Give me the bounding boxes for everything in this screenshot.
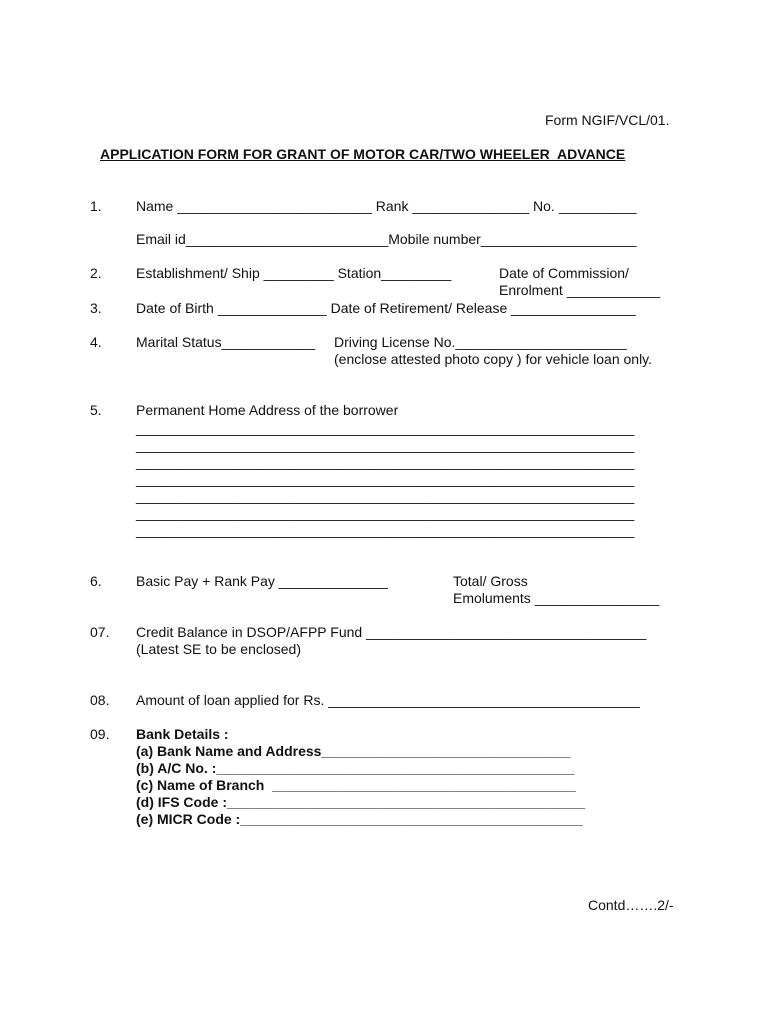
enrolment-field[interactable]: Enrolment ____________ bbox=[499, 282, 661, 298]
bank-details-heading: Bank Details : bbox=[136, 726, 229, 742]
item-9-number: 09. bbox=[90, 726, 110, 742]
establishment-station-field[interactable]: Establishment/ Ship _________ Station_________ bbox=[136, 265, 452, 281]
driving-license-field[interactable]: Driving License No.______________________ bbox=[334, 334, 627, 350]
item-2-number: 2. bbox=[90, 265, 102, 281]
branch-name-field[interactable]: (c) Name of Branch _______________________________________ bbox=[136, 777, 576, 793]
item-1-number: 1. bbox=[90, 198, 102, 214]
credit-balance-field[interactable]: Credit Balance in DSOP/AFPP Fund ____________________________________ bbox=[136, 624, 647, 640]
account-number-field[interactable]: (b) A/C No. :______________________________________________ bbox=[136, 760, 575, 776]
address-line-5[interactable]: ________________________________________________________________ bbox=[136, 488, 635, 504]
basic-pay-field[interactable]: Basic Pay + Rank Pay ______________ bbox=[136, 573, 388, 589]
item-6-number: 6. bbox=[90, 573, 102, 589]
date-of-commission-label: Date of Commission/ bbox=[499, 265, 629, 281]
marital-status-field[interactable]: Marital Status____________ bbox=[136, 334, 316, 350]
item-7-number: 07. bbox=[90, 624, 110, 640]
total-gross-label: Total/ Gross bbox=[453, 573, 528, 589]
ifs-code-field[interactable]: (d) IFS Code :______________________________________________ bbox=[136, 794, 586, 810]
loan-amount-field[interactable]: Amount of loan applied for Rs. ________________________________________ bbox=[136, 692, 640, 708]
address-line-6[interactable]: ________________________________________________________________ bbox=[136, 505, 635, 521]
address-line-4[interactable]: ________________________________________________________________ bbox=[136, 471, 635, 487]
dob-retirement-field[interactable]: Date of Birth ______________ Date of Retirement/ Release ________________ bbox=[136, 300, 636, 316]
address-line-1[interactable]: ________________________________________________________________ bbox=[136, 420, 635, 436]
item-5-number: 5. bbox=[90, 402, 102, 418]
address-line-7[interactable]: ________________________________________________________________ bbox=[136, 522, 635, 538]
bank-name-field[interactable]: (a) Bank Name and Address________________________________ bbox=[136, 743, 571, 759]
emoluments-field[interactable]: Emoluments ________________ bbox=[453, 590, 660, 606]
address-line-3[interactable]: ________________________________________________________________ bbox=[136, 454, 635, 470]
driving-license-note: (enclose attested photo copy ) for vehicle loan only. bbox=[334, 351, 653, 367]
address-label: Permanent Home Address of the borrower bbox=[136, 402, 399, 418]
name-rank-no-field[interactable]: Name _________________________ Rank _______________ No. __________ bbox=[136, 198, 637, 214]
form-title: APPLICATION FORM FOR GRANT OF MOTOR CAR/TWO WHEELER ADVANCE bbox=[100, 146, 626, 162]
continued-footer: Contd…….2/- bbox=[588, 897, 674, 913]
form-code: Form NGIF/VCL/01. bbox=[545, 112, 670, 128]
item-4-number: 4. bbox=[90, 334, 102, 350]
address-line-2[interactable]: ________________________________________________________________ bbox=[136, 437, 635, 453]
micr-code-field[interactable]: (e) MICR Code :____________________________________________ bbox=[136, 811, 583, 827]
item-3-number: 3. bbox=[90, 300, 102, 316]
credit-balance-note: (Latest SE to be enclosed) bbox=[136, 641, 301, 657]
email-mobile-field[interactable]: Email id__________________________Mobile number____________________ bbox=[136, 231, 637, 247]
item-8-number: 08. bbox=[90, 692, 110, 708]
